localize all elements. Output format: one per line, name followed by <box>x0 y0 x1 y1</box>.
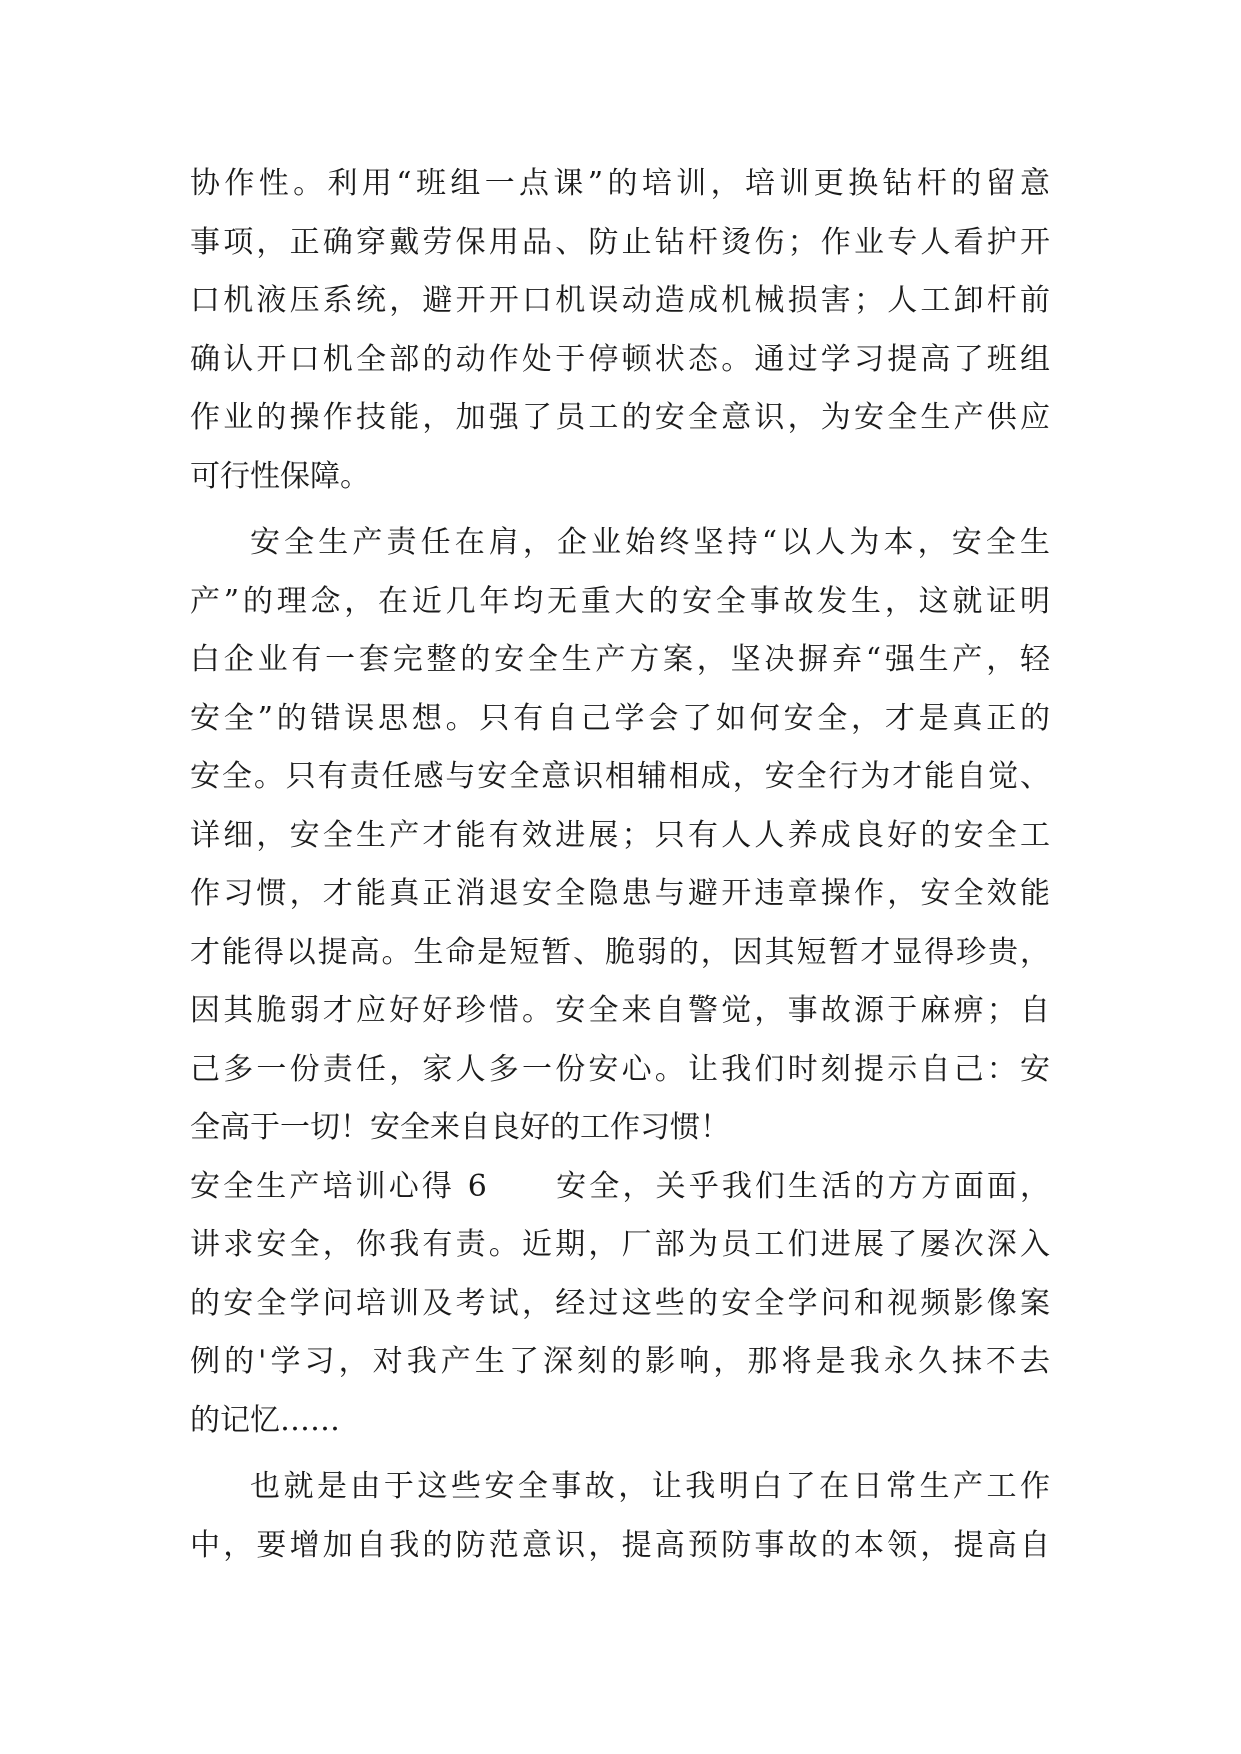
text-line: 全高于一切！安全来自良好的工作习惯！ <box>190 1110 730 1145</box>
text-line: 协作性。利用“班组一点课”的培训，培训更换钻杆的留意 <box>190 166 1050 201</box>
text-line: 安全生产培训心得 6 安全，关乎我们生活的方方面面， <box>190 1168 1050 1204</box>
text-line: 产”的理念，在近几年均无重大的安全事故发生，这就证明 <box>190 583 1050 619</box>
text-line: 例的'学习，对我产生了深刻的影响，那将是我永久抹不去 <box>190 1344 1050 1379</box>
text-line: 安全。只有责任感与安全意识相辅相成，安全行为才能自觉、 <box>190 759 1050 794</box>
text-line: 作习惯，才能真正消退安全隐患与避开违章操作，安全效能 <box>190 876 1050 911</box>
text-line: 讲求安全，你我有责。近期，厂部为员工们进展了屡次深入 <box>190 1227 1050 1262</box>
text-line: 安全生产责任在肩，企业始终坚持“以人为本，安全生 <box>250 525 1050 560</box>
text-line: 因其脆弱才应好好珍惜。安全来自警觉，事故源于麻痹；自 <box>190 993 1050 1028</box>
text-line: 白企业有一套完整的安全生产方案，坚决摒弃“强生产，轻 <box>190 642 1050 677</box>
text-line: 事项，正确穿戴劳保用品、防止钻杆烫伤；作业专人看护开 <box>190 224 1050 260</box>
text-line: 口机液压系统，避开开口机误动造成机械损害；人工卸杆前 <box>190 283 1050 318</box>
document-body <box>190 155 1050 1575</box>
text-line: 作业的操作技能，加强了员工的安全意识，为安全生产供应 <box>190 400 1050 435</box>
text-line: 的安全学问培训及考试，经过这些的安全学问和视频影像案 <box>190 1285 1050 1321</box>
text-line: 才能得以提高。生命是短暂、脆弱的，因其短暂才显得珍贵， <box>190 934 1050 970</box>
text-line: 详细，安全生产才能有效进展；只有人人养成良好的安全工 <box>190 817 1050 853</box>
text-line: 确认开口机全部的动作处于停顿状态。通过学习提高了班组 <box>190 341 1050 377</box>
text-line: 可行性保障。 <box>190 458 370 494</box>
text-line: 己多一份责任，家人多一份安心。让我们时刻提示自己：安 <box>190 1051 1050 1087</box>
text-line: 的记忆…… <box>190 1402 340 1438</box>
text-line: 安全”的错误思想。只有自己学会了如何安全，才是真正的 <box>190 700 1050 736</box>
text-line: 也就是由于这些安全事故，让我明白了在日常生产工作 <box>250 1469 1050 1504</box>
text-line: 中，要增加自我的防范意识，提高预防事故的本领，提高自 <box>190 1527 1050 1563</box>
